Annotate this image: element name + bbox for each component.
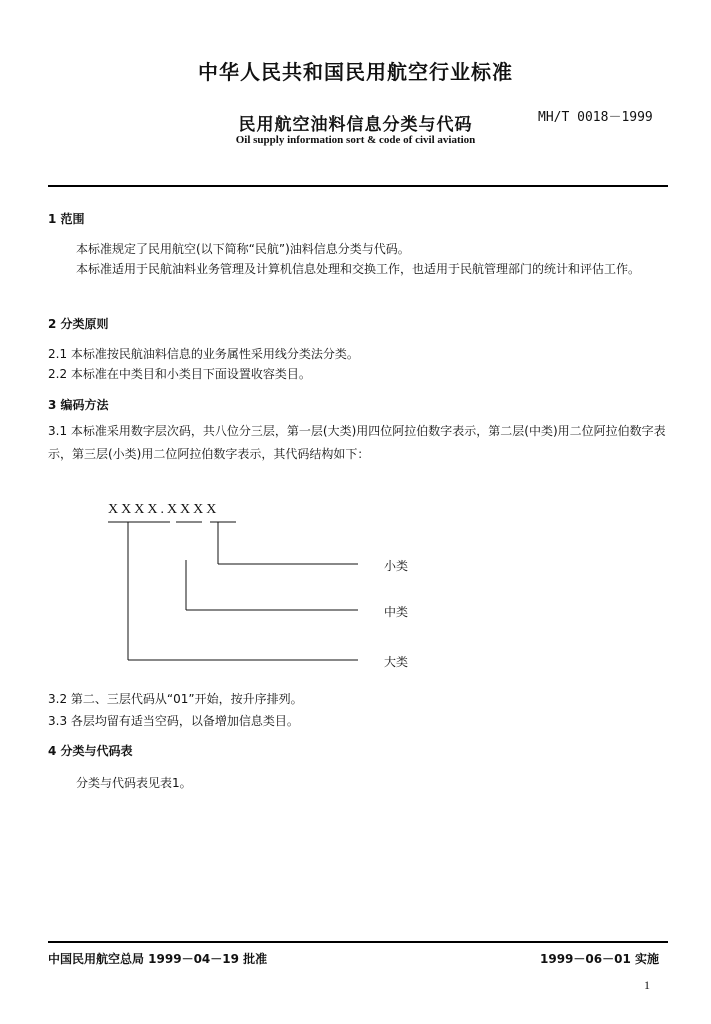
clause-3-1: 3.1 本标准采用数字层次码，共八位分三层，第一层(大类)用四位阿拉伯数字表示，第二层(中类)用二位阿拉伯数字表示，第三层(小类)用二位阿拉伯数字表示，其代码结构如下： xyxy=(48,424,666,461)
footer-divider xyxy=(48,941,668,943)
section-4-paragraph-1: 分类与代码表见表1。 xyxy=(76,776,192,790)
english-title: Oil supply information sort & code of civil aviation xyxy=(235,134,476,146)
label-small-category: 小类 xyxy=(384,559,409,573)
section-3-heading: 3 编码方法 xyxy=(48,398,109,412)
label-large-category: 大类 xyxy=(384,655,409,669)
approval-line: 中国民用航空总局 1999－04－19 批准 xyxy=(48,952,268,966)
page-number: 1 xyxy=(644,978,650,992)
section-4-heading: 4 分类与代码表 xyxy=(48,744,133,758)
clause-3-3: 3.3 各层均留有适当空码，以备增加信息类目。 xyxy=(48,714,299,728)
label-middle-category: 中类 xyxy=(384,605,409,619)
standard-number: MH/T 0018－1999 xyxy=(538,110,653,125)
issuing-standard-title: 中华人民共和国民用航空行业标准 xyxy=(198,60,513,84)
effective-date-line: 1999－06－01 实施 xyxy=(540,952,659,966)
section-1-paragraph-1: 本标准规定了民用航空(以下简称“民航”)油料信息分类与代码。 xyxy=(76,242,410,256)
clause-2-1: 2.1 本标准按民航油料信息的业务属性采用线分类法分类。 xyxy=(48,347,359,361)
section-2-heading: 2 分类原则 xyxy=(48,317,109,331)
clause-2-2: 2.2 本标准在中类目和小类目下面设置收容类目。 xyxy=(48,367,311,381)
section-1-heading: 1 范围 xyxy=(48,212,85,226)
code-structure-text: XXXX.XXXX xyxy=(108,502,220,517)
clause-3-2: 3.2 第二、三层代码从“01”开始，按升序排列。 xyxy=(48,692,303,706)
document-title: 民用航空油料信息分类与代码 xyxy=(238,115,473,135)
section-1-paragraph-2: 本标准适用于民航油料业务管理及计算机信息处理和交换工作，也适用于民航管理部门的统计和评估工作。 xyxy=(76,262,641,276)
